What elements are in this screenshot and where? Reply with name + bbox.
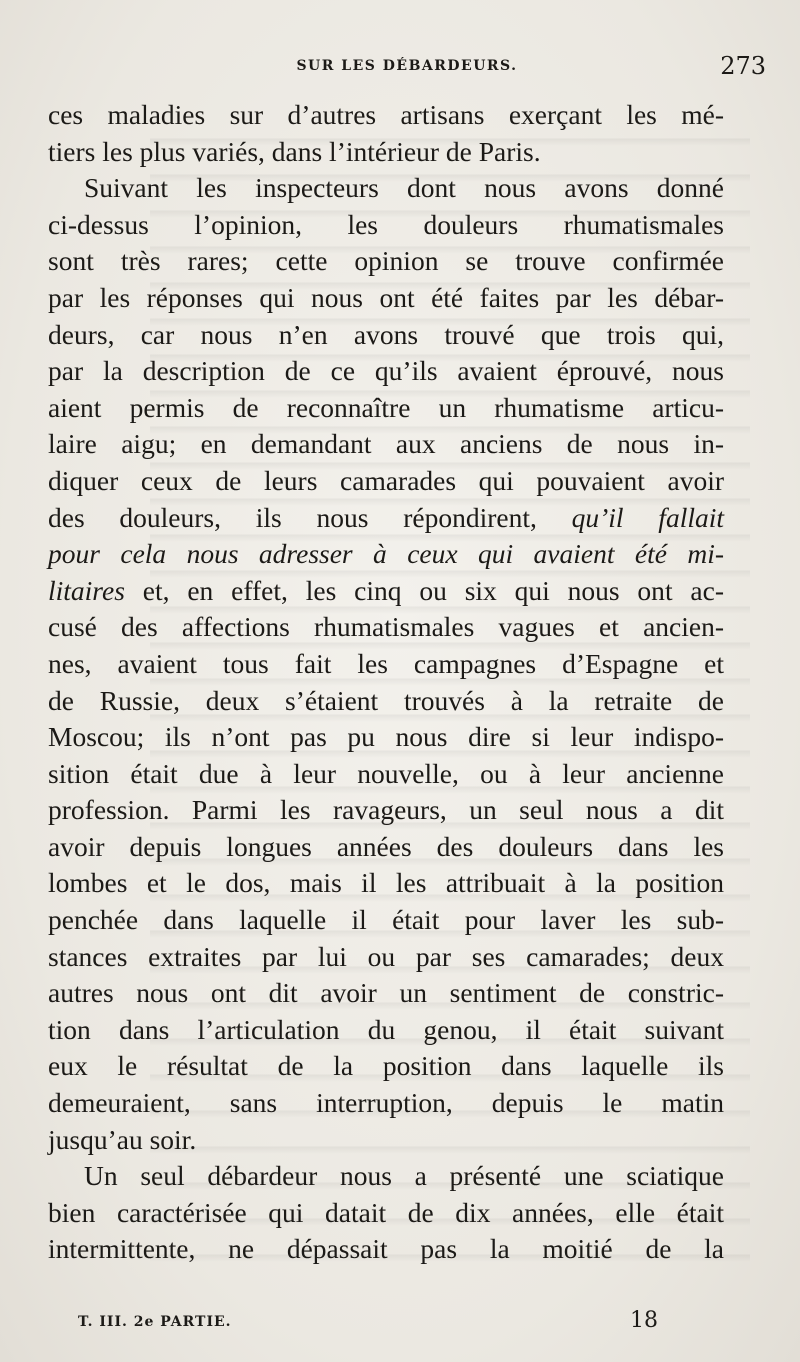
- italic-fragment: qu’il fallait: [571, 501, 725, 533]
- text-line: sont très rares; cette opinion se trouve confirmée: [48, 245, 724, 277]
- text-line: intermittente, ne dépassait pas la moitié de la: [48, 1233, 724, 1265]
- text-line: ci-dessus l’opinion, les douleurs rhumatismales: [48, 208, 724, 240]
- body-text: [48, 97, 724, 1268]
- text-line: eux le résultat de la position dans laquelle ils: [48, 1050, 724, 1082]
- text-line: Moscou; ils n’ont pas pu nous dire si leur indispo-: [48, 721, 724, 753]
- text-line: avoir depuis longues années des douleurs dans les: [48, 830, 724, 862]
- italic-fragment: litaires: [48, 574, 125, 606]
- running-head: [48, 52, 766, 84]
- text-line: autres nous ont dit avoir un sentiment de constric-: [48, 977, 724, 1009]
- text-line: tion dans l’articulation du genou, il était suivant: [48, 1013, 724, 1045]
- text-line: Suivant les inspecteurs dont nous avons donné: [84, 172, 724, 204]
- text-fragment: et, en effet, les cinq ou six qui nous ont ac-: [142, 574, 724, 606]
- text-line: profession. Parmi les ravageurs, un seul nous a dit: [48, 794, 724, 826]
- volume-signature: T. III. 2e PARTIE.: [78, 1314, 232, 1330]
- text-line: de Russie, deux s’étaient trouvés à la retraite de: [48, 684, 724, 716]
- text-line: bien caractérisée qui datait de dix années, elle était: [48, 1196, 724, 1228]
- text-line: Un seul débardeur nous a présenté une sciatique: [84, 1160, 724, 1192]
- text-line: jusqu’au soir.: [48, 1123, 197, 1155]
- running-title: SUR LES DÉBARDEURS.: [296, 58, 518, 74]
- text-line: deurs, car nous n’en avons trouvé que trois qui,: [48, 318, 724, 350]
- text-line: tiers les plus variés, dans l’intérieur de Paris.: [48, 135, 541, 167]
- text-line: aient permis de reconnaître un rhumatisme articu-: [48, 391, 724, 423]
- text-line: demeuraient, sans interruption, depuis le matin: [48, 1087, 724, 1119]
- text-fragment: des douleurs, ils nous répondirent,: [48, 501, 537, 533]
- text-line-mixed: [48, 500, 724, 537]
- text-line: sition était due à leur nouvelle, ou à leur ancienne: [48, 757, 724, 789]
- text-line: nes, avaient tous fait les campagnes d’Espagne et: [48, 647, 724, 679]
- italic-fragment: pour cela nous adresser à ceux qui avaient été mi-: [48, 538, 724, 570]
- text-line: par les réponses qui nous ont été faites par les débar-: [48, 281, 724, 313]
- text-line: ces maladies sur d’autres artisans exerçant les mé-: [48, 99, 724, 130]
- text-line: laire aigu; en demandant aux anciens de nous in-: [48, 428, 724, 460]
- text-line: penchée dans laquelle il était pour laver les sub-: [48, 904, 724, 936]
- text-line: cusé des affections rhumatismales vagues et ancien-: [48, 611, 724, 643]
- page-number: 273: [720, 52, 766, 80]
- text-line: diquer ceux de leurs camarades qui pouvaient avoir: [48, 464, 724, 496]
- text-line: stances extraites par lui ou par ses camarades; deux: [48, 940, 724, 972]
- signature-mark: 18: [630, 1308, 658, 1333]
- text-line-mixed: [48, 573, 724, 610]
- text-line: lombes et le dos, mais il les attribuait à la position: [48, 867, 724, 899]
- text-line-italic: [48, 536, 724, 573]
- text-line: par la description de ce qu’ils avaient éprouvé, nous: [48, 355, 724, 387]
- page-footer: [78, 1308, 658, 1338]
